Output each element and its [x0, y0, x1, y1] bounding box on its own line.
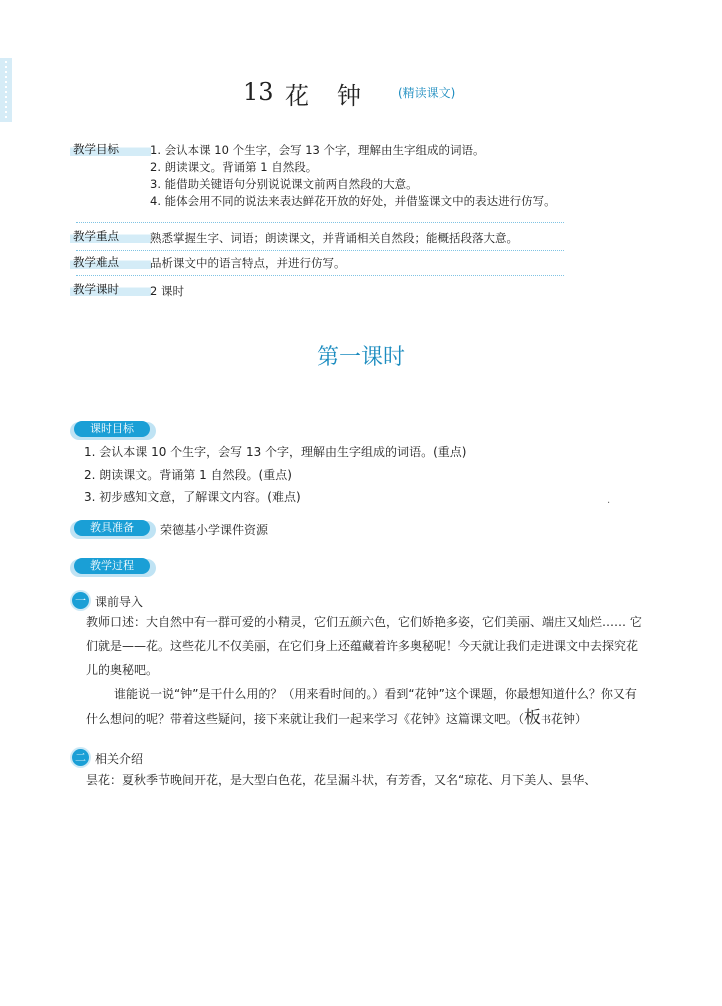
- intro-paragraph: 教师口述：大自然中有一群可爱的小精灵，它们五颜六色，它们娇艳多姿，它们美丽、端庄又灿烂…… 它们就是——花。这些花儿不仅美丽，在它们身上还蕴藏着许多奥秘呢！今天就让我们走进课文中去探究花儿的奥秘吧。: [86, 615, 642, 677]
- step-title: 相关介绍: [95, 752, 144, 766]
- hours-text: 2 课时: [150, 284, 184, 298]
- stray-mark: .: [607, 495, 611, 506]
- key-text: 熟悉掌握生字、词语；朗读课文，并背诵相关自然段；能概括段落大意。: [150, 231, 518, 245]
- intro-paragraph: [86, 682, 646, 733]
- goal-item: 2. 朗读课文。背诵第 1 自然段。: [150, 160, 318, 174]
- section-title: 第一课时: [316, 345, 405, 370]
- tools-label: 教具准备: [74, 520, 150, 536]
- lesson-tag: (精读课文): [398, 86, 456, 100]
- intro-paragraphs: [86, 610, 646, 733]
- goal-item: 1. 会认本课 10 个生字，会写 13 个字，理解由生字组成的词语。: [150, 143, 485, 157]
- difficulty-text: 品析课文中的语言特点，并进行仿写。: [150, 256, 346, 270]
- divider: [76, 275, 564, 276]
- goal-item: 3. 能借助关键语句分别说说课文前两自然段的大意。: [150, 177, 418, 191]
- teaching-hours: [70, 282, 570, 302]
- process-label: 教学过程: [74, 558, 150, 574]
- step-title: 课前导入: [95, 595, 144, 609]
- step-number: 二: [72, 749, 89, 766]
- board-text: 花钟）: [551, 712, 588, 726]
- teaching-key: [70, 229, 570, 249]
- intro-paragraph-text: 谁能说一说“钟”是干什么用的？（用来看时间的。）看到“花钟”这个课题，你最想知道什么？你又有什么想问的呢？带着这些疑问，接下来就让我们一起来学习《花钟》这篇课文吧。（: [86, 687, 637, 726]
- teaching-difficulty: [70, 255, 570, 275]
- lesson-title: 花钟: [285, 82, 389, 110]
- step-number: 一: [72, 592, 89, 609]
- tools-text: 荣德基小学课件资源: [160, 523, 269, 537]
- teaching-goals: [70, 142, 570, 220]
- objective-item: 2. 朗读课文。背诵第 1 自然段。(重点): [84, 468, 292, 482]
- objectives-label: 课时目标: [74, 421, 150, 437]
- board-mark-small: 书: [541, 715, 552, 726]
- hours-label: 教学课时: [70, 282, 151, 296]
- objective-item: 3. 初步感知文意，了解课文内容。(难点): [84, 490, 301, 504]
- goal-item: 4. 能体会用不同的说法来表达鲜花开放的好处，并借鉴课文中的表达进行仿写。: [150, 194, 556, 208]
- divider: [76, 250, 564, 251]
- goals-label: 教学目标: [70, 142, 151, 156]
- lesson-number: 13: [243, 78, 274, 106]
- divider: [76, 222, 564, 223]
- difficulty-label: 教学难点: [70, 255, 151, 269]
- goals-list: [150, 142, 556, 210]
- objective-item: 1. 会认本课 10 个生字，会写 13 个字，理解由生字组成的词语。(重点): [84, 445, 467, 459]
- board-mark: 板: [524, 708, 542, 728]
- key-label: 教学重点: [70, 229, 151, 243]
- lesson-header: [0, 76, 722, 110]
- related-intro-text: 昙花：夏秋季节晚间开花，是大型白色花，花呈漏斗状，有芳香，又名“琼花、月下美人、昙华、: [86, 773, 597, 787]
